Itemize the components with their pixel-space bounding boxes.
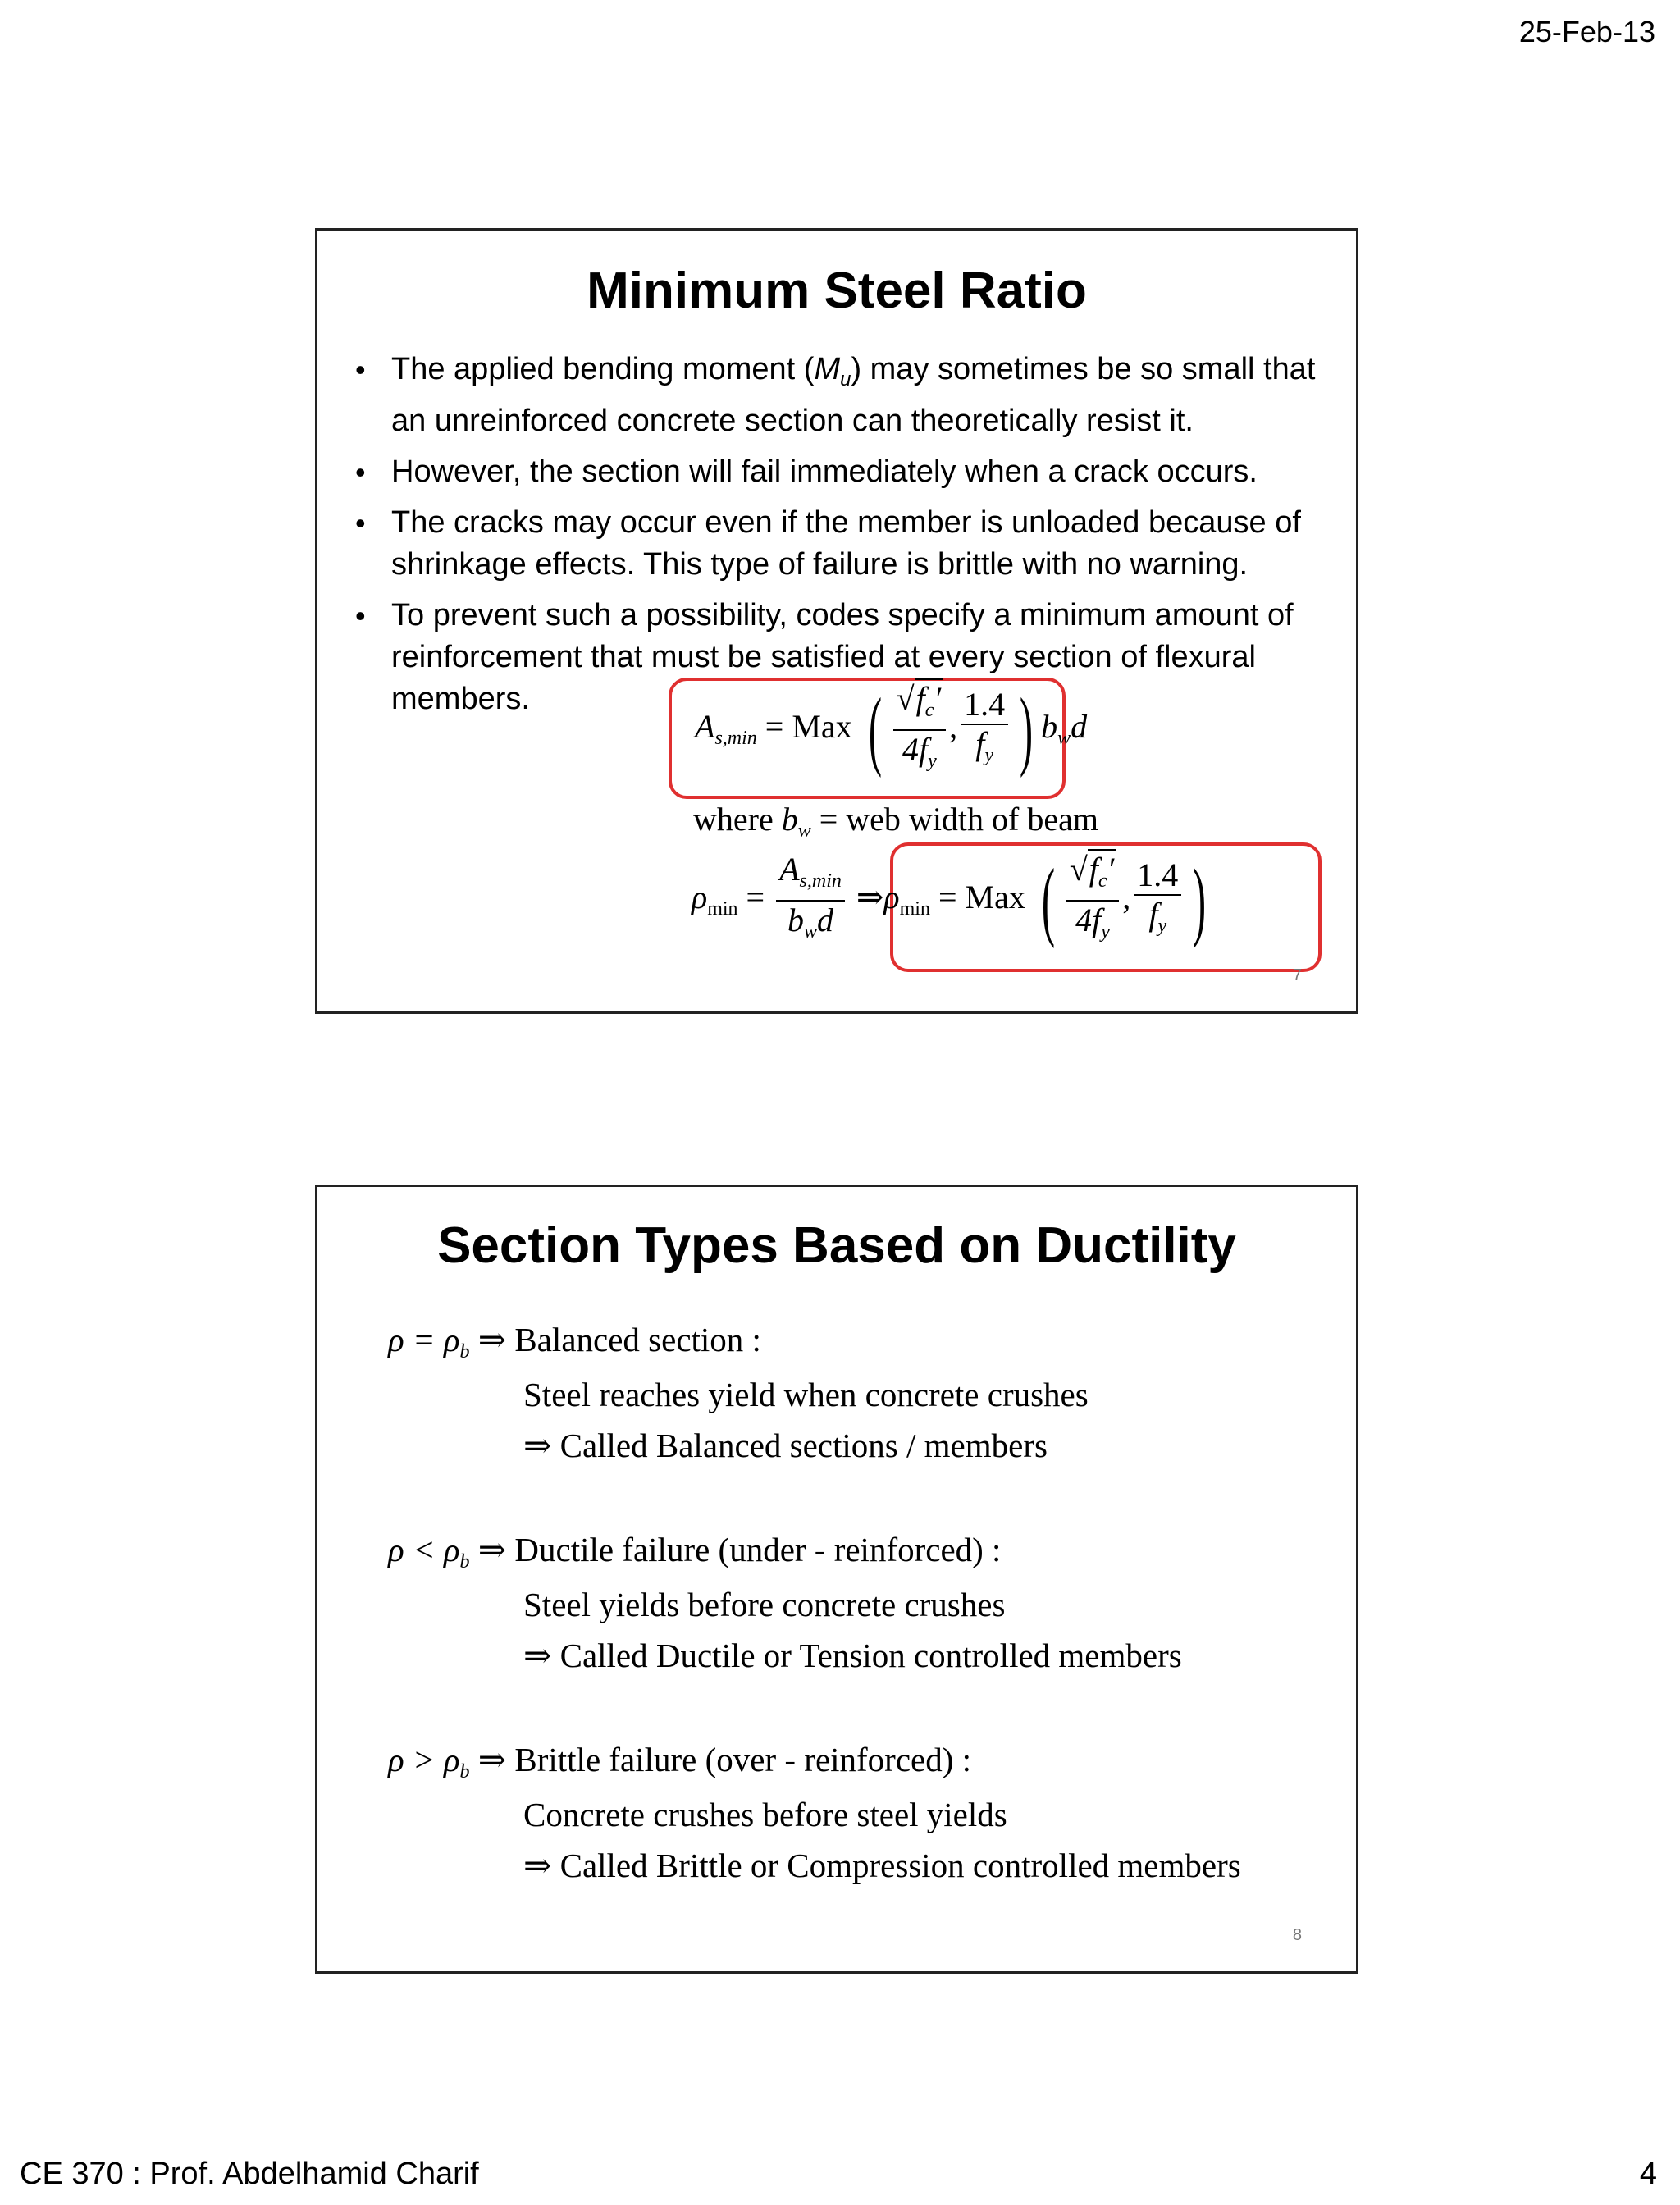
slide-section-types [315,1185,1358,1974]
slide-title: Section Types Based on Ductility [437,1217,1236,1274]
where-bw-definition: where $b_w$ = web width of beam [693,801,1098,842]
equation-as-min: $A_{s,min}$ = Max ( $\frac{√f_c'}{4f_y}$ , $\frac{1.4}{f_y}$ ) $b_wd$ [695,680,1088,778]
bullet-item: • The cracks may occur even if the member is unloaded because of shrinkage effects. This type of failure is brittle with no warning. [354,502,1322,586]
case-ductile: $\rho < \rho_b$ ⇒ Ductile failure (under - reinforced) : Steel yields before concrete crushes ⇒ Called Ductile or Tension controlled members [388,1531,1182,1674]
bullet-item: • The applied bending moment $(M_u)$ may sometimes be so small that an unreinforced concrete section can theoretically resist it. [354,349,1322,442]
footer-page-number: 4 [1639,2157,1657,2191]
case-brittle: $\rho > \rho_b$ ⇒ Brittle failure (over - reinforced) : Concrete crushes before steel yields ⇒ Called Brittle or Compression controlled members [388,1741,1241,1884]
slide-number: 7 [1292,966,1302,984]
bullet-dot: • [355,353,366,386]
slide-number: 8 [1292,1926,1302,1944]
bullet-dot: • [355,599,366,632]
bullet-dot: • [355,506,366,540]
bullet-list [354,349,1322,729]
slide-minimum-steel-ratio [315,228,1358,1014]
bullet-dot: • [355,455,366,489]
bullet-item: • However, the section will fail immediately when a crack occurs. [354,451,1322,493]
bullet-item: • To prevent such a possibility, codes specify a minimum amount of reinforcement that must be satisfied at every section of flexural members. [354,595,1322,720]
slide-title: Minimum Steel Ratio [587,262,1087,319]
equation-rho-min: $\rho_{min}$ = $\frac{A_{s,min}}{b_wd}$ $\Rightarrow\rho_{min}$ = Max ( $\frac{√f_c'}{4f_y}$ , $\frac{1.4}{f_y}$ ) [692,851,1207,949]
case-balanced: $\rho = \rho_b$ ⇒ Balanced section : Steel reaches yield when concrete crushes ⇒ Called Balanced sections / members [388,1321,1089,1464]
footer-course: CE 370 : Prof. Abdelhamid Charif [20,2157,479,2191]
header-date: 25-Feb-13 [1518,15,1655,48]
